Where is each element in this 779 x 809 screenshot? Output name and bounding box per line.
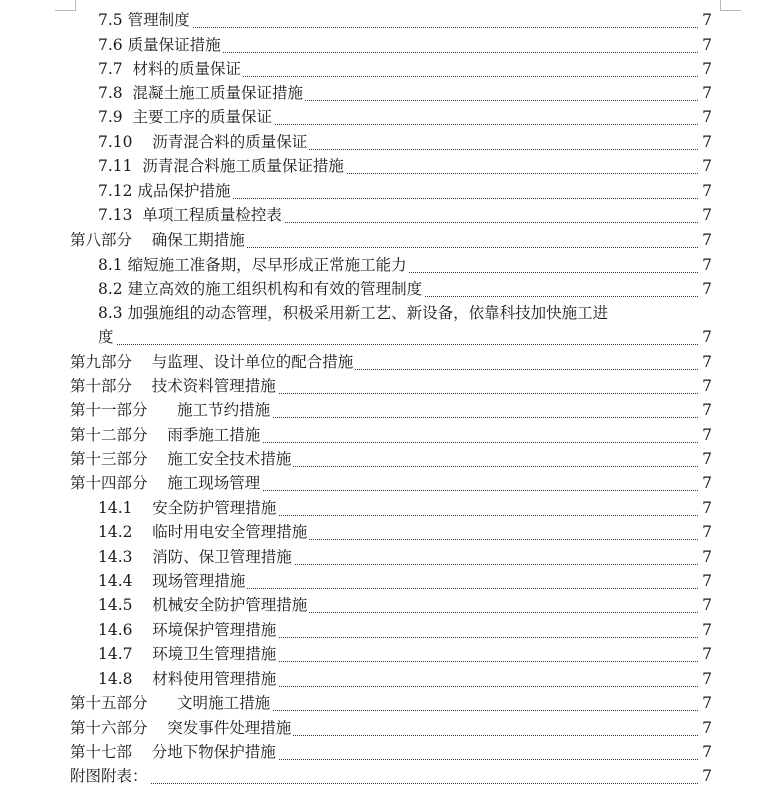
toc-entry-page: 7 [702, 548, 712, 566]
margin-corner-left [55, 0, 76, 11]
toc-entry-title: 8.1 缩短施工准备期，尽早形成正常施工能力 [98, 253, 409, 277]
toc-entry-page: 7 [702, 377, 712, 395]
toc-entry[interactable] [98, 253, 712, 277]
toc-entry-title: 7.13 单项工程质量检控表 [98, 203, 284, 227]
toc-entry[interactable] [98, 642, 712, 666]
toc-entry-title: 第十五部分 文明施工措施 [70, 691, 272, 715]
toc-entry[interactable] [70, 447, 712, 471]
toc-entry-page: 7 [702, 743, 712, 761]
toc-entry-page: 7 [702, 694, 712, 712]
toc-entry[interactable] [98, 325, 712, 349]
toc-entry[interactable] [98, 130, 712, 154]
toc-entry[interactable] [70, 374, 712, 398]
toc-entry-page: 7 [702, 182, 712, 200]
toc-entry-page: 7 [702, 206, 712, 224]
toc-entry[interactable] [98, 545, 712, 569]
toc-entry-page: 7 [702, 767, 712, 785]
toc-entry-page: 7 [702, 450, 712, 468]
toc-entry-page: 7 [702, 499, 712, 517]
toc-entry-page: 7 [702, 426, 712, 444]
toc-entry[interactable] [98, 8, 712, 32]
toc-entry-title: 第十三部分 施工安全技术措施 [70, 447, 293, 471]
toc-entry-page: 7 [702, 108, 712, 126]
toc-entry[interactable] [98, 33, 712, 57]
toc-entry[interactable] [98, 203, 712, 227]
toc-entry[interactable] [98, 569, 712, 593]
toc-entry-title: 第八部分 确保工期措施 [70, 228, 247, 252]
toc-entry-page: 7 [702, 256, 712, 274]
toc-entry[interactable] [70, 471, 712, 495]
toc-entry-title: 第九部分 与监理、设计单位的配合措施 [70, 350, 355, 374]
toc-entry-title: 14.2 临时用电安全管理措施 [98, 520, 309, 544]
toc-entry-title: 7.6 质量保证措施 [98, 33, 223, 57]
toc-entry-page: 7 [702, 36, 712, 54]
toc-entry-page: 7 [702, 670, 712, 688]
toc-entry-page: 7 [702, 60, 712, 78]
toc-entry-title: 14.4 现场管理措施 [98, 569, 247, 593]
toc-entry-title: 14.6 环境保护管理措施 [98, 618, 278, 642]
toc-entry-title-continuation: 度 [98, 325, 116, 349]
toc-entry[interactable] [98, 154, 712, 178]
toc-entry-page: 7 [702, 11, 712, 29]
toc-entry-title-wrapped[interactable]: 8.3 加强施组的动态管理，积极采用新工艺、新设备，依靠科技加快施工进 [98, 304, 609, 322]
toc-entry-page: 7 [702, 719, 712, 737]
toc-entry-page: 7 [702, 401, 712, 419]
toc-entry-page: 7 [702, 280, 712, 298]
toc-entry[interactable] [70, 398, 712, 422]
toc-entry[interactable] [70, 764, 712, 788]
toc-entry[interactable] [98, 277, 712, 301]
toc-entry[interactable] [98, 179, 712, 203]
toc-entry[interactable] [70, 716, 712, 740]
toc-entry[interactable] [98, 618, 712, 642]
toc-entry-title: 附图附表： [70, 764, 150, 788]
toc-entry-title: 第十二部分 雨季施工措施 [70, 423, 262, 447]
toc-entry[interactable] [70, 691, 712, 715]
toc-entry[interactable] [70, 740, 712, 764]
toc-entry[interactable] [70, 350, 712, 374]
toc-entry[interactable] [98, 520, 712, 544]
toc-entry[interactable] [70, 228, 712, 252]
toc-entry-page: 7 [702, 523, 712, 541]
toc-entry-title: 14.8 材料使用管理措施 [98, 667, 278, 691]
toc-entry-title: 14.5 机械安全防护管理措施 [98, 593, 309, 617]
toc-entry[interactable] [98, 667, 712, 691]
toc-entry-title: 第十部分 技术资料管理措施 [70, 374, 278, 398]
toc-entry-page: 7 [702, 328, 712, 346]
toc-entry-title: 7.7 材料的质量保证 [98, 57, 243, 81]
toc-entry-title: 第十四部分 施工现场管理 [70, 471, 262, 495]
toc-entry-title: 7.5 管理制度 [98, 8, 192, 32]
toc-entry-page: 7 [702, 621, 712, 639]
toc-entry-page: 7 [702, 157, 712, 175]
toc-entry-page: 7 [702, 133, 712, 151]
toc-entry[interactable] [98, 496, 712, 520]
toc-entry-title: 7.8 混凝土施工质量保证措施 [98, 81, 305, 105]
dot-leader [70, 764, 698, 784]
toc-entry[interactable] [98, 57, 712, 81]
toc-entry[interactable] [98, 593, 712, 617]
toc-entry-page: 7 [702, 572, 712, 590]
toc-entry-title: 第十一部分 施工节约措施 [70, 398, 272, 422]
toc-entry-title: 8.2 建立高效的施工组织机构和有效的管理制度 [98, 277, 424, 301]
toc-entry-title: 第十六部分 突发事件处理措施 [70, 716, 293, 740]
toc-entry[interactable] [98, 105, 712, 129]
toc-entry-title: 7.9 主要工序的质量保证 [98, 105, 274, 129]
toc-entry[interactable] [98, 81, 712, 105]
dot-leader [98, 325, 698, 345]
margin-corner-right [720, 0, 741, 11]
toc-entry-title: 7.10 沥青混合料的质量保证 [98, 130, 309, 154]
toc-entry-title: 7.11 沥青混合料施工质量保证措施 [98, 154, 346, 178]
toc-entry-title: 14.1 安全防护管理措施 [98, 496, 278, 520]
toc-entry-page: 7 [702, 596, 712, 614]
toc-entry-title: 7.12 成品保护措施 [98, 179, 232, 203]
toc-entry-title: 14.3 消防、保卫管理措施 [98, 545, 294, 569]
toc-entry-page: 7 [702, 84, 712, 102]
toc-entry-page: 7 [702, 353, 712, 371]
toc-entry-page: 7 [702, 645, 712, 663]
toc-entry[interactable] [70, 423, 712, 447]
toc-entry-title: 第十七部 分地下物保护措施 [70, 740, 278, 764]
toc-entry-page: 7 [702, 474, 712, 492]
toc-entry-page: 7 [702, 231, 712, 249]
toc-entry-title: 14.7 环境卫生管理措施 [98, 642, 278, 666]
